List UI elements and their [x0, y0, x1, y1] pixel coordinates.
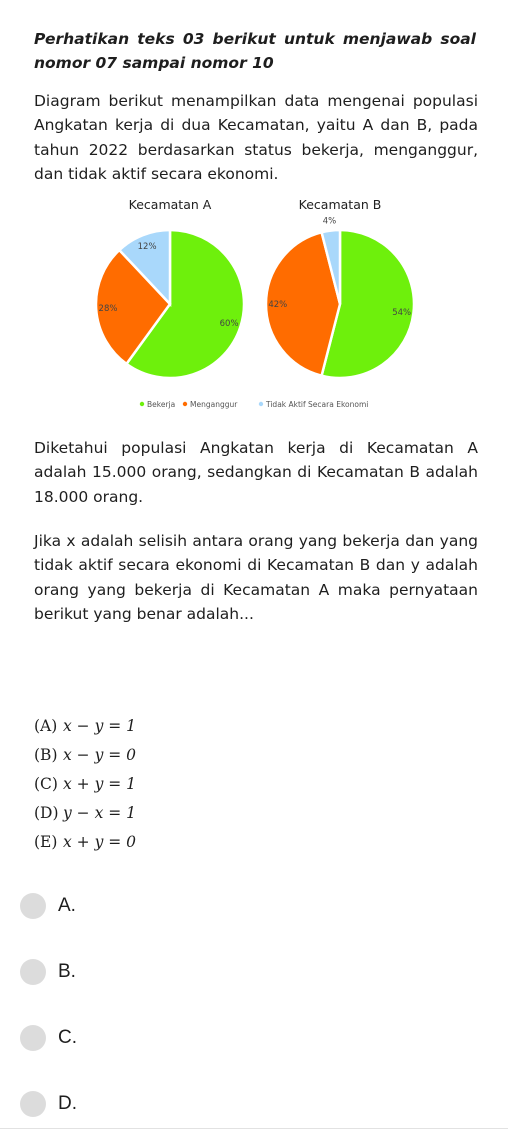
- statement-d: [34, 799, 334, 828]
- statement-e: [34, 828, 334, 857]
- choice-label-c: C.: [58, 1027, 77, 1048]
- legend-label-menganggur: Menganggur: [190, 400, 238, 409]
- statement-c: [34, 770, 334, 799]
- pie-charts: [80, 195, 430, 420]
- pie-label: 28%: [98, 303, 118, 314]
- answer-choices: [20, 873, 480, 1137]
- question-paragraph: Jika x adalah selisih antara orang yang bekerja dan yang tidak aktif secara ekonomi di Kecamatan B dan y adalah orang yang bekerja di Kecamatan A maka pernyataan berikut yang benar adalah...: [34, 532, 478, 624]
- statement-label: (E): [34, 833, 58, 851]
- statement-label: (D): [34, 804, 59, 822]
- pie-label: 54%: [392, 307, 412, 318]
- statement-expr: x − y = 0: [63, 746, 137, 764]
- statement-label: (A): [34, 717, 58, 735]
- legend-marker-bekerja: [140, 402, 144, 406]
- choice-b[interactable]: [20, 939, 480, 1005]
- pie-label: 60%: [219, 319, 239, 330]
- statement-expr: y − x = 1: [63, 804, 137, 822]
- statement-label: (B): [34, 746, 58, 764]
- pie-chart-figure: [80, 195, 430, 420]
- choice-label-a: A.: [58, 895, 76, 916]
- pie-label: 12%: [137, 242, 157, 253]
- pie-label: 4%: [322, 216, 337, 227]
- radio-button-c[interactable]: [20, 1025, 46, 1051]
- choice-label-b: B.: [58, 961, 76, 982]
- statement-b: [34, 741, 334, 770]
- statement-expr: x + y = 1: [63, 775, 137, 793]
- info-paragraph: Diketahui populasi Angkatan kerja di Kecamatan A adalah 15.000 orang, sedangkan di Kecamatan B adalah 18.000 orang.: [34, 439, 478, 506]
- legend-marker-tidak-aktif-secara-ekonomi: [259, 402, 263, 406]
- radio-button-d[interactable]: [20, 1091, 46, 1117]
- chart-title-b: Kecamatan B: [298, 197, 382, 212]
- statement-a: [34, 712, 334, 741]
- statement-expr: x − y = 1: [63, 717, 137, 735]
- statement-expr: x + y = 0: [63, 833, 137, 851]
- legend-marker-menganggur: [183, 402, 187, 406]
- legend-label-tidak-aktif-secara-ekonomi: Tidak Aktif Secara Ekonomi: [266, 400, 369, 409]
- statement-options: [34, 712, 334, 857]
- pie-label: 42%: [268, 300, 288, 310]
- choice-c[interactable]: [20, 1005, 480, 1071]
- radio-button-a[interactable]: [20, 893, 46, 919]
- statement-label: (C): [34, 775, 58, 793]
- chart-title-a: Kecamatan A: [128, 197, 212, 212]
- legend-label-bekerja: Bekerja: [147, 400, 176, 409]
- radio-button-b[interactable]: [20, 959, 46, 985]
- bottom-divider: [0, 1128, 508, 1129]
- passage-heading: Perhatikan teks 03 berikut untuk menjawab soal nomor 07 sampai nomor 10: [34, 30, 476, 72]
- intro-paragraph: Diagram berikut menampilkan data mengenai populasi Angkatan kerja di dua Kecamatan, yaitu A dan B, pada tahun 2022 berdasarkan status bekerja, menganggur, dan tidak aktif secara ekonomi.: [34, 92, 478, 184]
- choice-label-d: D.: [58, 1093, 77, 1114]
- choice-a[interactable]: [20, 873, 480, 939]
